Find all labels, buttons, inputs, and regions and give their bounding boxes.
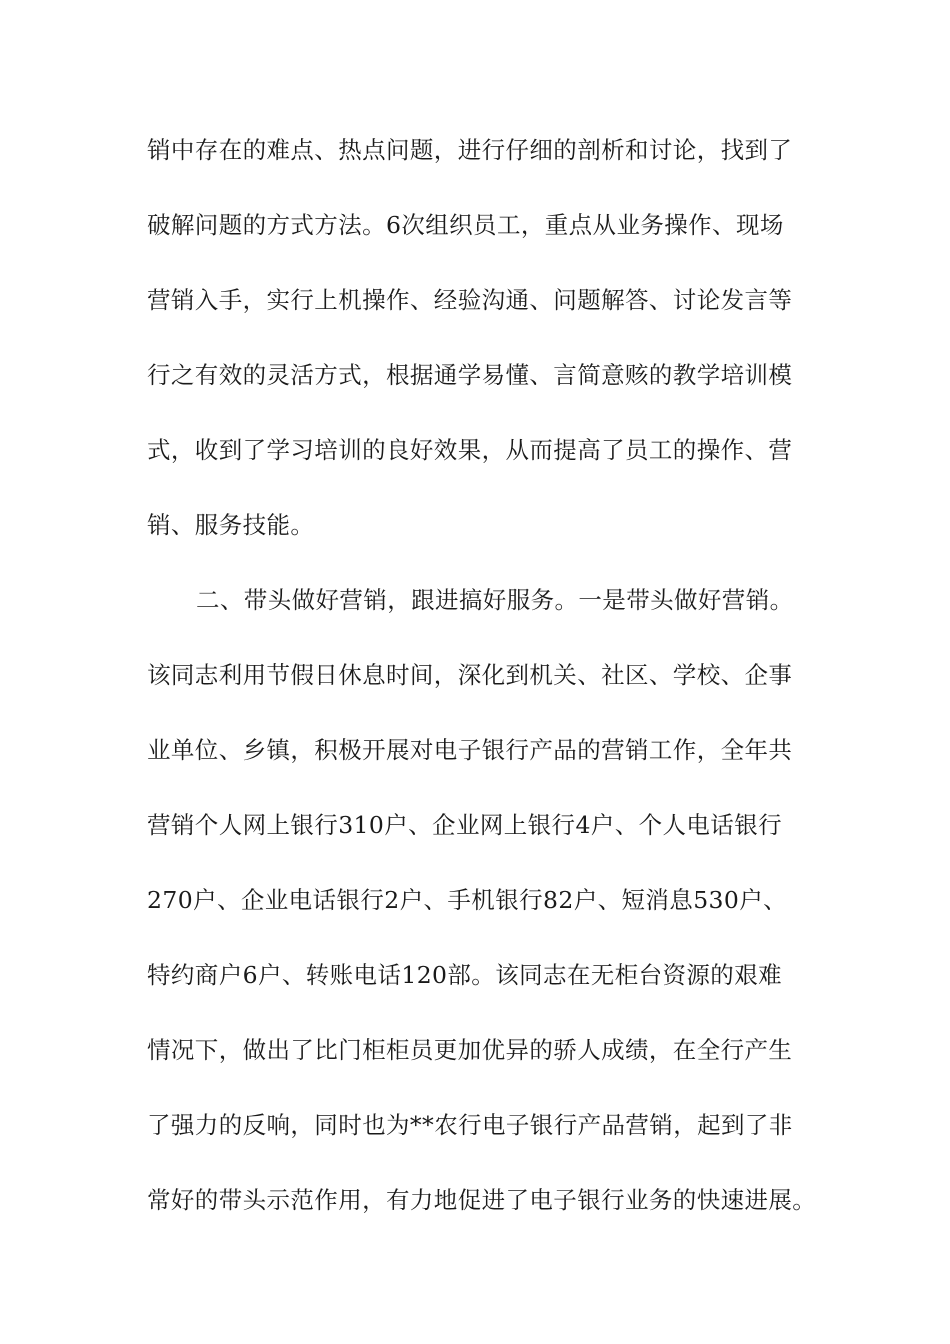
text-line: 营销入手，实行上机操作、经验沟通、问题解答、讨论发言等: [147, 286, 793, 314]
text-line: 营销个人网上银行310户、企业网上银行4户、个人电话银行: [147, 811, 783, 839]
text-line: 常好的带头示范作用，有力地促进了电子银行业务的快速进展。: [147, 1186, 817, 1214]
text-line: 该同志利用节假日休息时间，深化到机关、社区、学校、企事: [147, 661, 793, 689]
text-line: 销、服务技能。: [147, 511, 315, 539]
section-heading-line: 二、带头做好营销，跟进搞好服务。一是带头做好营销。: [196, 586, 794, 614]
text-line: 业单位、乡镇，积极开展对电子银行产品的营销工作，全年共: [147, 736, 793, 764]
text-line: 特约商户6户、转账电话120部。该同志在无柜台资源的艰难: [147, 961, 783, 989]
text-line: 销中存在的难点、热点问题，进行仔细的剖析和讨论，找到了: [147, 136, 793, 164]
text-line: 破解问题的方式方法。6次组织员工，重点从业务操作、现场: [147, 211, 784, 239]
text-line: 270户、企业电话银行2户、手机银行82户、短消息530户、: [147, 886, 788, 914]
text-line: 情况下，做出了比门柜柜员更加优异的骄人成绩，在全行产生: [147, 1036, 793, 1064]
text-line: 行之有效的灵活方式，根据通学易懂、言简意赅的教学培训模: [147, 361, 793, 389]
text-line: 式，收到了学习培训的良好效果，从而提高了员工的操作、营: [147, 436, 793, 464]
text-line: 了强力的反响，同时也为**农行电子银行产品营销，起到了非: [147, 1111, 793, 1139]
